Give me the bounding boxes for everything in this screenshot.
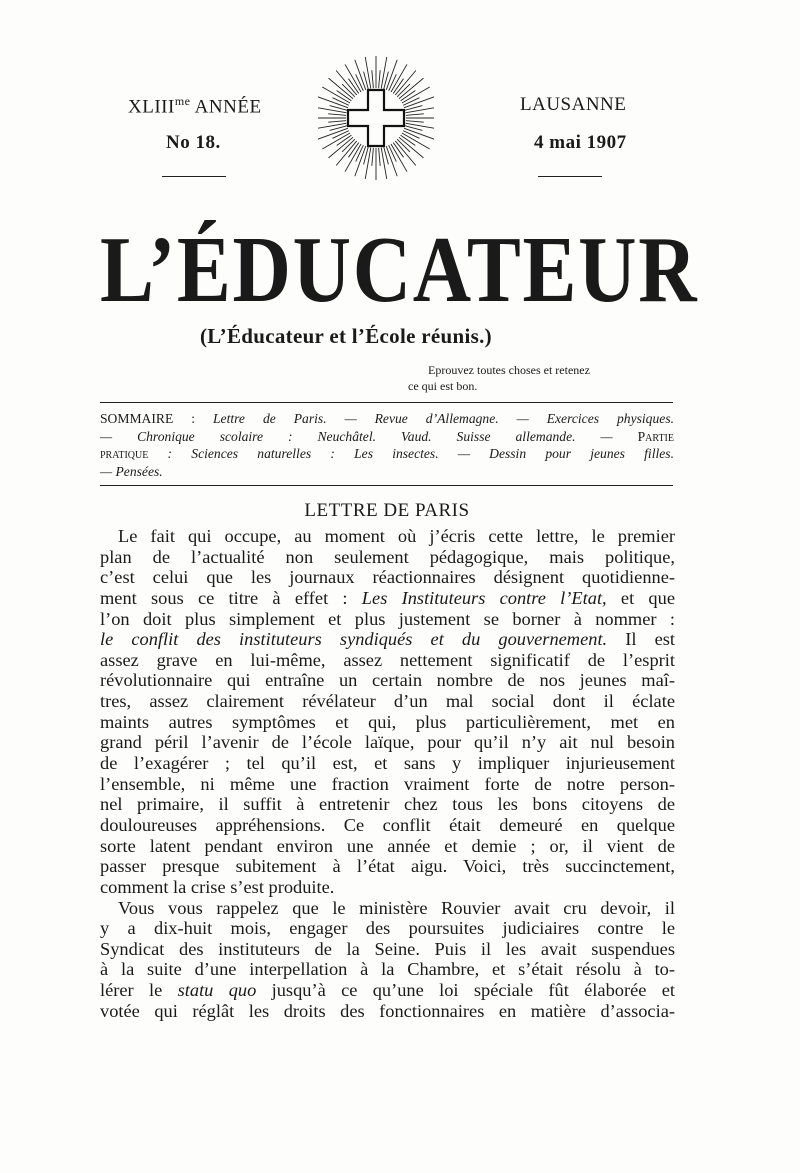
sommaire-items: — Chronique scolaire : Neuchâtel. Vaud. Suisse allemande. — — [100, 428, 638, 444]
swiss-cross-emblem-icon — [318, 52, 434, 186]
article-body — [100, 526, 675, 1021]
article-title: LETTRE DE PARIS — [304, 500, 470, 521]
text-line: maints autres symptômes et qui, plus particulièrement, met en — [100, 711, 675, 732]
text-line: plan de l’actualité non seulement pédagogique, mais politique, — [100, 546, 675, 567]
text-line: le conflit des instituteurs syndiqués et du gouvernement. Il est — [100, 629, 676, 650]
edition-year: $XLIII^{me}$ ANNÉE — [128, 94, 262, 118]
text-line: nel primaire, il suffit à entretenir chez tous les bons citoyens de — [100, 794, 675, 815]
sommaire-section: pratique — [100, 446, 149, 461]
text-line: sorte latent pendant environ une année et demie ; or, il vient de — [100, 835, 675, 856]
text-line: lérer le statu quo jusqu’à ce qu’une loi spéciale fût élaborée et — [100, 980, 676, 1001]
epigraph-line: ce qui est bon. — [408, 379, 478, 393]
sommaire-items: : Sciences naturelles : Les insectes. — Dessin pour jeunes filles. — [148, 446, 674, 461]
sommaire-items: — Pensées. — [100, 463, 163, 479]
text-line: Vous vous rappelez que le ministère Rouvier avait cru devoir, il — [118, 897, 675, 918]
divider-bottom — [100, 485, 673, 486]
sommaire-items: Lettre de Paris. — Revue d’Allemagne. — Exercices physiques. — [213, 411, 675, 426]
issue-number: No 18. — [166, 132, 221, 153]
sommaire — [100, 410, 674, 480]
text-line: à la suite d’une interpellation à la Chambre, et s’était résolu à to- — [100, 959, 675, 980]
text-line: c’est celui que les journaux réactionnaires désignent quotidienne- — [100, 567, 675, 588]
text-line: de l’exagérer ; tel qu’il est, et sans y impliquer injurieusement — [100, 753, 675, 774]
text-line: passer presque subitement à l’état aigu. Voici, très succinctement, — [100, 856, 675, 877]
text-line: l’ensemble, ni même une fraction vraiment forte de notre person- — [100, 773, 675, 794]
issue-date: 4 mai 1907 — [534, 132, 627, 153]
text-line: y a dix-huit mois, engager des poursuites judiciaires contre le — [100, 918, 675, 939]
text-line: l’on doit plus simplement et plus justement se borner à nommer : — [100, 608, 675, 629]
text-line: Le fait qui occupe, au moment où j’écris cette lettre, le premier — [118, 526, 675, 546]
text-line: douloureuses appréhensions. Ce conflit était demeuré en quelque — [100, 814, 675, 835]
epigraph — [408, 362, 658, 394]
sommaire-section: Partie — [637, 428, 674, 444]
text-line: tres, assez clairement révélateur d’un mal social dont il éclate — [100, 691, 675, 712]
text-line: révolutionnaire qui entraîne un certain nombre de nos jeunes maî- — [100, 670, 675, 691]
sommaire-label: SOMMAIRE : — [100, 411, 213, 426]
divider-top — [100, 402, 673, 403]
text-line: Syndicat des instituteurs de la Seine. Puis il les avait suspendues — [100, 938, 675, 959]
text-line: grand péril l’avenir de l’école laïque, pour qu’il n’y ait nul besoin — [100, 732, 675, 753]
header-left-rule — [162, 176, 226, 177]
masthead-title: L’ÉDUCATEUR — [100, 218, 699, 322]
text-line: assez grave en lui-même, assez nettement significatif de l’esprit — [100, 649, 675, 670]
header-right-rule — [538, 176, 602, 177]
masthead-subtitle: (L’Éducateur et l’École réunis.) — [200, 324, 492, 348]
text-line: votée qui réglât les droits des fonctionnaires en matière d’associa- — [100, 1000, 675, 1021]
text-line: comment la crise s’est produite. — [100, 876, 335, 897]
epigraph-line: Eprouvez toutes choses et retenez — [428, 363, 590, 377]
city: LAUSANNE — [520, 94, 627, 115]
text-line: ment sous ce titre à effet : Les Instituteurs contre l’Etat, et que — [100, 587, 675, 608]
